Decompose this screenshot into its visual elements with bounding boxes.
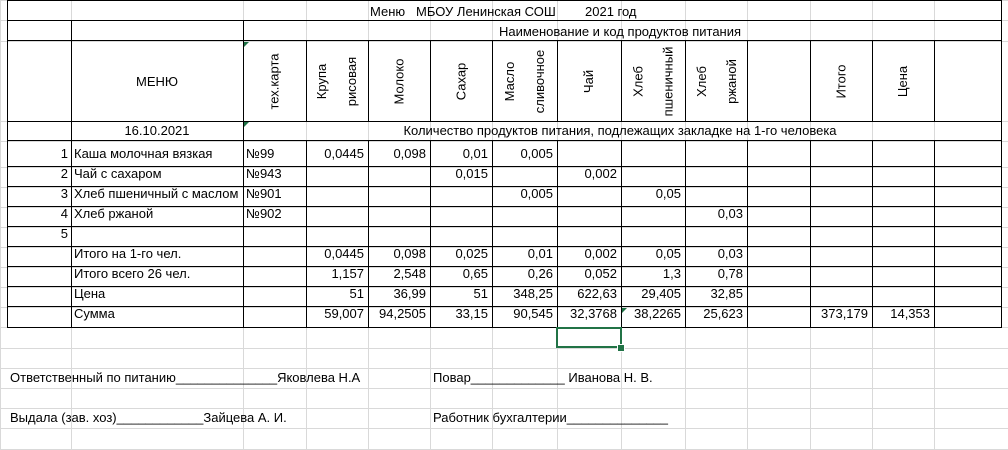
header-rice-line2: рисовая xyxy=(344,56,360,106)
fill-handle[interactable] xyxy=(617,344,625,352)
row-techcard-code[interactable]: №943 xyxy=(246,166,282,181)
error-indicator-icon xyxy=(244,122,249,127)
cell-wheat[interactable] xyxy=(621,224,681,244)
cell-sugar[interactable] xyxy=(430,204,488,224)
cell-price[interactable] xyxy=(872,164,930,184)
cell-milk[interactable]: 94,2505 xyxy=(379,306,426,321)
cell-rice[interactable]: 59,007 xyxy=(324,306,364,321)
row-number[interactable]: 3 xyxy=(60,186,68,201)
border-vertical xyxy=(747,40,748,122)
cell-price[interactable] xyxy=(872,284,930,304)
cell-milk[interactable]: 0,098 xyxy=(393,246,426,261)
cell-rice[interactable]: 0,0445 xyxy=(324,246,364,261)
header-techcard[interactable] xyxy=(243,41,305,121)
border-vertical xyxy=(747,140,748,328)
cell-total[interactable] xyxy=(810,164,868,184)
cell-price[interactable] xyxy=(872,144,930,164)
gridline-horizontal xyxy=(0,141,1008,142)
row-dish-name[interactable]: Сумма xyxy=(74,306,115,321)
gridline-horizontal xyxy=(0,428,1008,429)
cell-sugar[interactable]: 0,025 xyxy=(455,246,488,261)
cell-total[interactable] xyxy=(810,264,868,284)
gridline-horizontal xyxy=(0,348,1008,349)
row-dish-name[interactable]: Каша молочная вязкая xyxy=(74,146,213,161)
header-rye-line1: Хлеб xyxy=(693,65,709,97)
cell-price[interactable] xyxy=(872,244,930,264)
header-sugar[interactable] xyxy=(430,41,492,121)
header-butter-line2: сливочное xyxy=(532,49,547,113)
border-vertical xyxy=(243,121,244,328)
header-milk[interactable] xyxy=(368,41,430,121)
cell-wheat[interactable] xyxy=(621,164,681,184)
row-dish-name[interactable]: Хлеб пшеничный с маслом xyxy=(74,186,239,201)
title-year[interactable]: 2021 год xyxy=(585,4,637,19)
header-butter-line1: Масло xyxy=(502,61,517,101)
header-rye[interactable] xyxy=(685,41,747,121)
row-number[interactable] xyxy=(7,304,68,324)
cell-tea[interactable] xyxy=(557,184,617,204)
cell-wheat[interactable] xyxy=(621,204,681,224)
header-tea[interactable] xyxy=(557,41,621,121)
cell-wheat[interactable]: 0,05 xyxy=(655,246,681,261)
row-dish-name[interactable]: Итого всего 26 чел. xyxy=(74,266,191,281)
active-cell-selection[interactable] xyxy=(556,327,622,348)
header-wheat-line1: Хлеб xyxy=(630,65,646,97)
signature-issued[interactable]: Выдала (зав. хоз)____________Зайцева А. И. xyxy=(10,410,287,425)
header-techcard-label: тех.карта xyxy=(266,52,282,110)
cell-sugar[interactable]: 33,15 xyxy=(455,306,488,321)
row-dish-name[interactable]: Хлеб ржаной xyxy=(74,206,154,221)
cell-wheat[interactable]: 29,405 xyxy=(641,286,681,301)
cell-butter[interactable]: 0,005 xyxy=(520,186,553,201)
signature-responsible[interactable]: Ответственный по питанию______________Яковлева Н.А xyxy=(10,370,361,385)
cell-rye[interactable] xyxy=(685,164,743,184)
cell-price[interactable]: 14,353 xyxy=(890,306,930,321)
cell-rice[interactable] xyxy=(306,224,364,244)
cell-rice[interactable]: 0,0445 xyxy=(324,146,364,161)
cell-price[interactable] xyxy=(872,204,930,224)
row-techcard-code[interactable]: №901 xyxy=(246,186,282,201)
cell-rice[interactable] xyxy=(306,184,364,204)
row-number[interactable] xyxy=(7,284,68,304)
cell-rye[interactable] xyxy=(685,224,743,244)
header-butter[interactable] xyxy=(492,41,557,121)
cell-total[interactable] xyxy=(810,184,868,204)
row-techcard-code[interactable]: №902 xyxy=(246,206,282,221)
cell-price[interactable] xyxy=(872,264,930,284)
border-vertical xyxy=(934,140,935,328)
quantity-note[interactable]: Количество продуктов питания, подлежащих закладке на 1-го человека xyxy=(403,123,837,138)
cell-rye[interactable]: 0,03 xyxy=(717,246,743,261)
cell-butter[interactable]: 348,25 xyxy=(513,286,553,301)
cell-milk[interactable] xyxy=(368,204,426,224)
header-price[interactable] xyxy=(872,41,934,121)
cell-milk[interactable]: 0,098 xyxy=(393,146,426,161)
cell-total[interactable] xyxy=(810,244,868,264)
cell-milk[interactable] xyxy=(368,184,426,204)
cell-sugar[interactable]: 0,01 xyxy=(462,146,488,161)
cell-total[interactable] xyxy=(810,284,868,304)
cell-rice[interactable] xyxy=(306,164,364,184)
cell-tea[interactable]: 32,3768 xyxy=(570,306,617,321)
cell-sugar[interactable] xyxy=(430,184,488,204)
cell-butter[interactable]: 0,005 xyxy=(520,146,553,161)
header-tea-label: Чай xyxy=(581,69,597,93)
header-wheat[interactable] xyxy=(621,41,685,121)
row-dish-name[interactable]: Итого на 1-го чел. xyxy=(74,246,182,261)
cell-rye[interactable] xyxy=(685,184,743,204)
cell-total[interactable] xyxy=(810,204,868,224)
cell-rye[interactable]: 32,85 xyxy=(710,286,743,301)
header-total-label: Итого xyxy=(833,63,849,99)
row-dish-name[interactable]: Чай с сахаром xyxy=(74,166,162,181)
header-rice-line1: Крупа xyxy=(314,63,330,99)
border-horizontal xyxy=(7,327,1002,328)
cell-total[interactable] xyxy=(810,144,868,164)
cell-tea[interactable] xyxy=(557,144,617,164)
title-menu[interactable]: Меню xyxy=(370,4,406,19)
border-horizontal xyxy=(7,0,1002,1)
header-rice[interactable] xyxy=(306,41,368,121)
cell-rye[interactable]: 0,78 xyxy=(717,266,743,281)
cell-tea[interactable]: 0,002 xyxy=(584,166,617,181)
row-number[interactable]: 1 xyxy=(60,146,68,161)
gridline-vertical xyxy=(0,0,1,449)
cell-sugar[interactable] xyxy=(430,224,488,244)
cell-wheat[interactable]: 1,3 xyxy=(662,266,681,281)
cell-rye[interactable]: 0,03 xyxy=(717,206,743,221)
border-vertical xyxy=(934,40,935,122)
header-wheat-line2: пшеничный xyxy=(660,46,676,116)
cell-tea[interactable]: 0,002 xyxy=(584,246,617,261)
subtitle[interactable]: Наименование и код продуктов питания xyxy=(498,24,742,39)
cell-rice[interactable]: 1,157 xyxy=(331,266,364,281)
row-number[interactable] xyxy=(7,264,68,284)
cell-milk[interactable]: 36,99 xyxy=(393,286,426,301)
cell-rye[interactable] xyxy=(685,144,743,164)
header-rye-line2: ржаной xyxy=(723,58,739,104)
cell-tea[interactable]: 622,63 xyxy=(577,286,617,301)
row-dish-name[interactable]: Цена xyxy=(74,286,106,301)
cell-butter[interactable] xyxy=(492,204,553,224)
cell-butter[interactable]: 0,01 xyxy=(527,246,553,261)
cell-milk[interactable] xyxy=(368,224,426,244)
border-vertical xyxy=(71,20,72,122)
row-number[interactable] xyxy=(7,244,68,264)
cell-milk[interactable] xyxy=(368,164,426,184)
cell-sugar[interactable]: 0,65 xyxy=(462,266,488,281)
row-number[interactable]: 2 xyxy=(60,166,68,181)
signature-cook[interactable]: Повар_____________ Иванова Н. В. xyxy=(433,370,653,385)
row-number[interactable]: 5 xyxy=(60,226,68,241)
row-techcard-code[interactable]: №99 xyxy=(246,146,275,161)
cell-butter[interactable] xyxy=(492,224,553,244)
border-vertical xyxy=(1001,0,1002,328)
date-cell[interactable]: 16.10.2021 xyxy=(124,123,190,138)
cell-price[interactable] xyxy=(872,184,930,204)
border-vertical xyxy=(71,121,72,328)
header-total[interactable] xyxy=(810,41,872,121)
cell-butter[interactable]: 0,26 xyxy=(527,266,553,281)
title-school[interactable]: МБОУ Ленинская СОШ xyxy=(416,4,556,19)
cell-rice[interactable] xyxy=(306,204,364,224)
cell-tea[interactable] xyxy=(557,204,617,224)
cell-butter[interactable] xyxy=(492,164,553,184)
cell-wheat[interactable]: 38,2265 xyxy=(634,306,681,321)
gridline-horizontal xyxy=(0,388,1008,389)
row-number[interactable]: 4 xyxy=(60,206,68,221)
header-sugar-label: Сахар xyxy=(453,62,469,100)
cell-total[interactable] xyxy=(810,224,868,244)
signature-accountant[interactable]: Работник бухгалтерии______________ xyxy=(433,410,668,425)
cell-total[interactable]: 373,179 xyxy=(821,306,868,321)
cell-sugar[interactable]: 51 xyxy=(473,286,488,301)
cell-rye[interactable]: 25,623 xyxy=(703,306,743,321)
cell-tea[interactable] xyxy=(557,224,617,244)
cell-wheat[interactable]: 0,05 xyxy=(655,186,681,201)
header-price-label: Цена xyxy=(895,65,911,97)
header-milk-label: Молоко xyxy=(391,58,407,104)
header-menu[interactable]: МЕНЮ xyxy=(135,74,179,89)
cell-milk[interactable]: 2,548 xyxy=(393,266,426,281)
cell-sugar[interactable]: 0,015 xyxy=(455,166,488,181)
cell-wheat[interactable] xyxy=(621,144,681,164)
cell-price[interactable] xyxy=(872,224,930,244)
cell-tea[interactable]: 0,052 xyxy=(584,266,617,281)
cell-rice[interactable]: 51 xyxy=(349,286,364,301)
cell-butter[interactable]: 90,545 xyxy=(513,306,553,321)
